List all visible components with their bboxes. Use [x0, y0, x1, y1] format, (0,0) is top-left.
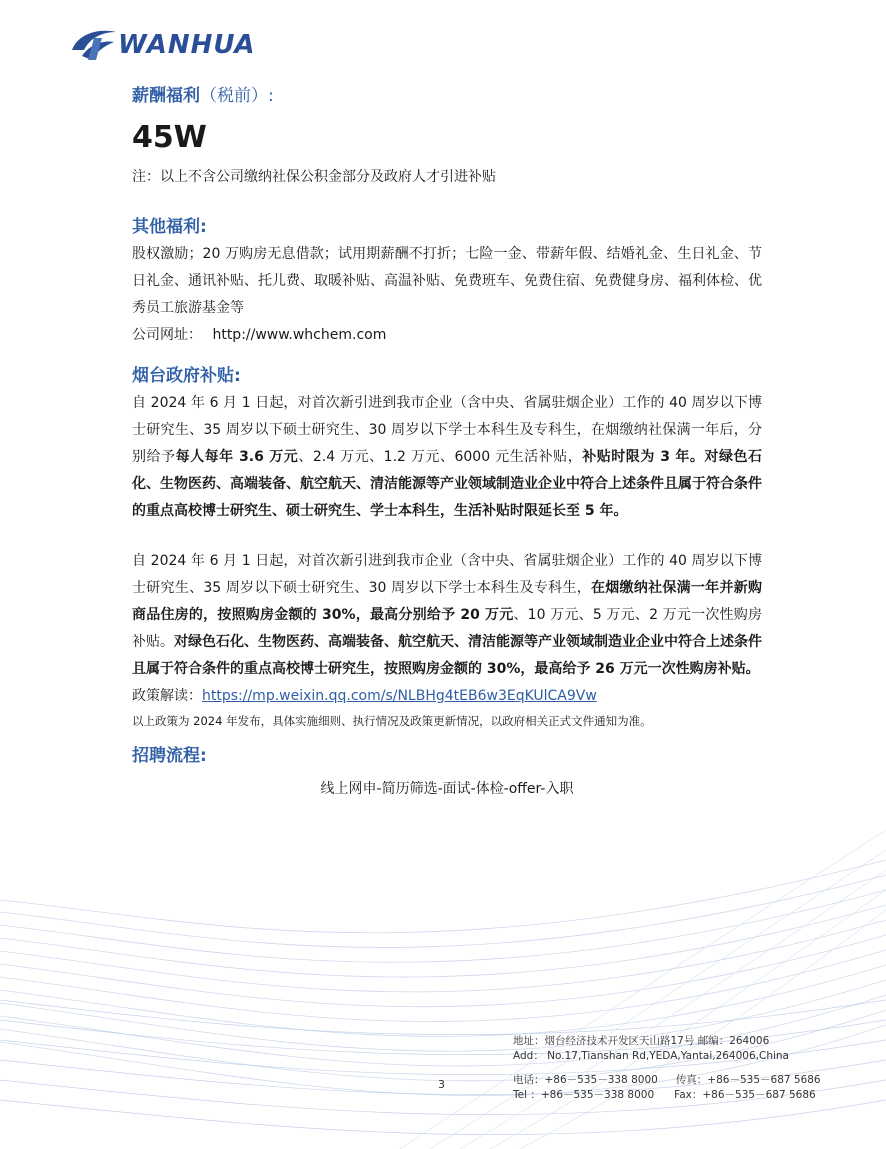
subsidy-paragraph-1 [132, 390, 762, 525]
footer-fax-cn: 传真：+86－535－687 5686 [675, 1074, 821, 1086]
subsidy-p1-text: 自 2024 年 6 月 1 日起，对首次新引进到我市企业（含中央、省属驻烟企业）工作的 40 周岁以下博士研究生、35 周岁以下硕士研究生、30 周岁以下学士本科生及专科生，在烟缴纳社保满一年后，分别给予 [132, 395, 762, 465]
footer-phone-en-row [513, 1088, 821, 1103]
policy-link[interactable]: https://mp.weixin.qq.com/s/NLBHg4tEB6w3EqKUlCA9Vw [202, 688, 597, 704]
subsidy-p1-bold-amount: 每人每年 3.6 万元 [175, 449, 299, 465]
policy-label: 政策解读： [132, 688, 202, 704]
main-content [132, 84, 762, 803]
recruit-flow: 线上网申-简历筛选-面试-体检-offer-入职 [320, 781, 574, 797]
policy-disclaimer: 以上政策为 2024 年发布，具体实施细则、执行情况及政策更新情况，以政府相关正式文件通知为准。 [132, 714, 652, 728]
subsidy-p2-text-2: 、10 万元、5 万元、2 万元一次性购房补贴。 [132, 607, 762, 650]
subsidy-p1-text-2: 、2.4 万元、1.2 万元、6000 元生活补贴， [298, 449, 583, 465]
website-url[interactable]: http://www.whchem.com [212, 327, 387, 343]
footer-phone-cn-row [513, 1073, 821, 1088]
footer-tel-cn: 电话：+86－535－338 8000 [513, 1074, 658, 1086]
subsidy-heading: 烟台政府补贴: [132, 366, 241, 386]
salary-heading [132, 84, 762, 108]
policy-line [132, 683, 762, 710]
salary-heading-title: 薪酬福利 [132, 86, 200, 106]
footer-address-cn: 地址：烟台经济技术开发区天山路17号 邮编：264006 [513, 1035, 770, 1047]
salary-amount: 45W [132, 120, 207, 155]
benefits-text: 股权激励；20 万购房无息借款；试用期薪酬不打折；七险一金、带薪年假、结婚礼金、生日礼金、节日礼金、通讯补贴、托儿费、取暖补贴、高温补贴、免费班车、免费住宿、免费健身房、福利体检、优秀员工旅游基金等 [132, 246, 762, 316]
recruit-heading: 招聘流程: [132, 746, 207, 766]
footer-tel-en: Tel ：+86－535－338 8000 [513, 1089, 655, 1101]
subsidy-p2-bold-2: 对绿色石化、生物医药、高端装备、航空航天、清洁能源等产业领域制造业企业中符合上述条件且属于符合条件的重点高校博士研究生，按照购房金额的 30%，最高给予 26 万元一次性购房补贴。 [132, 634, 762, 677]
salary-heading-suffix: （税前）: [200, 86, 274, 106]
footer-contact [513, 1034, 821, 1103]
website-label: 公司网址： [132, 327, 202, 343]
subsidy-paragraph-2 [132, 548, 762, 683]
subsidy-p2-text: 自 2024 年 6 月 1 日起，对首次新引进到我市企业（含中央、省属驻烟企业）工作的 40 周岁以下博士研究生、35 周岁以下硕士研究生、30 周岁以下学士本科生及专科生， [132, 553, 762, 596]
page-number: 3 [438, 1078, 445, 1091]
footer-fax-en: Fax：+86－535－687 5686 [674, 1089, 816, 1101]
footer-address-en: Add： No.17,Tianshan Rd,YEDA,Yantai,264006,China [513, 1050, 789, 1062]
benefits-heading: 其他福利: [132, 217, 207, 237]
subsidy-p2-bold: 在烟缴纳社保满一年并新购商品住房的，按照购房金额的 30%，最高分别给予 20 万元 [132, 580, 763, 623]
website-line [132, 322, 762, 349]
subsidy-p1-bold-term: 补贴时限为 3 年。对绿色石化、生物医药、高端装备、航空航天、清洁能源等产业领域制造业企业中符合上述条件且属于符合条件的重点高校博士研究生、硕士研究生、学士本科生，生活补贴时限延长至 5 年。 [132, 449, 762, 519]
salary-note: 注：以上不含公司缴纳社保公积金部分及政府人才引进补贴 [132, 169, 496, 185]
brand-name: WANHUA [118, 30, 256, 60]
